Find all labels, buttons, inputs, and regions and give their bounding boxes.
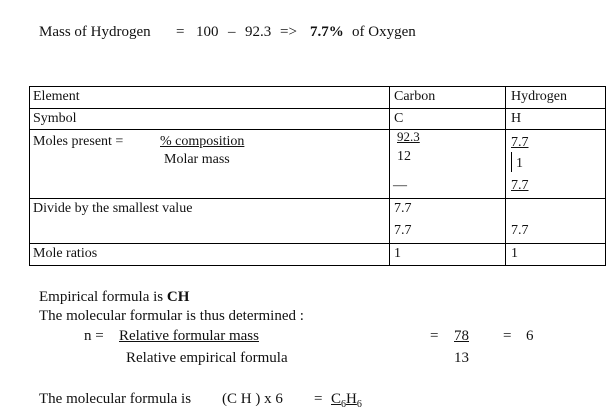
value-6: 6 <box>526 328 534 344</box>
final-prefix: The molecular formula is <box>39 391 192 407</box>
symbol-hydrogen: H <box>511 111 522 126</box>
hydrogen-moles-numerator: 7.7 <box>511 135 529 150</box>
molar-mass: Molar mass <box>164 152 230 167</box>
carbon-ratio: 1 <box>394 246 401 261</box>
formula-sub-6b: 6 <box>356 399 362 410</box>
value-100: 100 <box>196 24 219 40</box>
carbon-moles-bar: — <box>393 178 407 193</box>
mole-ratios-label: Mole ratios <box>33 246 98 261</box>
mass-of-hydrogen-line <box>39 25 151 40</box>
arrow: => <box>280 24 297 40</box>
hydrogen-ratio: 1 <box>511 246 518 261</box>
empirical-formula-line <box>39 290 189 305</box>
formula-h: H <box>346 391 357 407</box>
value-13: 13 <box>454 350 469 366</box>
hydrogen-moles-value: 7.7 <box>511 178 529 193</box>
result-percent: 7.7% <box>310 24 344 40</box>
carbon-divide-denominator: 7.7 <box>394 223 412 238</box>
empirical-prefix: Empirical formula is <box>39 289 164 305</box>
percent-composition: % composition <box>160 134 245 149</box>
fraction-divider <box>511 152 512 172</box>
relative-empirical-formula: Relative empirical formula <box>126 350 288 366</box>
value-92-3: 92.3 <box>245 24 272 40</box>
benzene-formula <box>331 392 362 410</box>
minus-sign: – <box>228 24 236 40</box>
n-equals: n = <box>84 328 104 344</box>
of-oxygen: of Oxygen <box>352 24 416 40</box>
relative-formular-mass: Relative formular mass <box>119 328 259 344</box>
final-ch: (C H ) x 6 <box>222 391 283 407</box>
equals-a: = <box>430 328 439 344</box>
row-symbol-label: Symbol <box>33 111 77 126</box>
header-element: Element <box>33 89 80 104</box>
header-hydrogen: Hydrogen <box>511 89 567 104</box>
equals-b: = <box>503 328 512 344</box>
equals-sign: = <box>176 24 185 40</box>
carbon-moles-denominator: 12 <box>397 149 411 164</box>
header-carbon: Carbon <box>394 89 436 104</box>
moles-present-label: Moles present = <box>33 134 124 149</box>
carbon-moles-numerator: 92.3 <box>397 129 420 144</box>
hydrogen-divide: 7.7 <box>511 223 529 238</box>
molecular-determined: The molecular formular is thus determined : <box>39 308 304 324</box>
empirical-value: CH <box>166 289 190 305</box>
hydrogen-moles-denominator: 1 <box>516 156 523 171</box>
symbol-carbon: C <box>394 111 404 126</box>
carbon-divide-numerator: 7.7 <box>394 201 412 216</box>
value-78: 78 <box>454 328 469 344</box>
formula-c: C <box>331 391 342 407</box>
final-equals: = <box>314 391 323 407</box>
divide-label: Divide by the smallest value <box>33 201 193 216</box>
mass-label: Mass of Hydrogen <box>39 24 151 40</box>
formula-sub-6a: 6 <box>341 399 347 410</box>
